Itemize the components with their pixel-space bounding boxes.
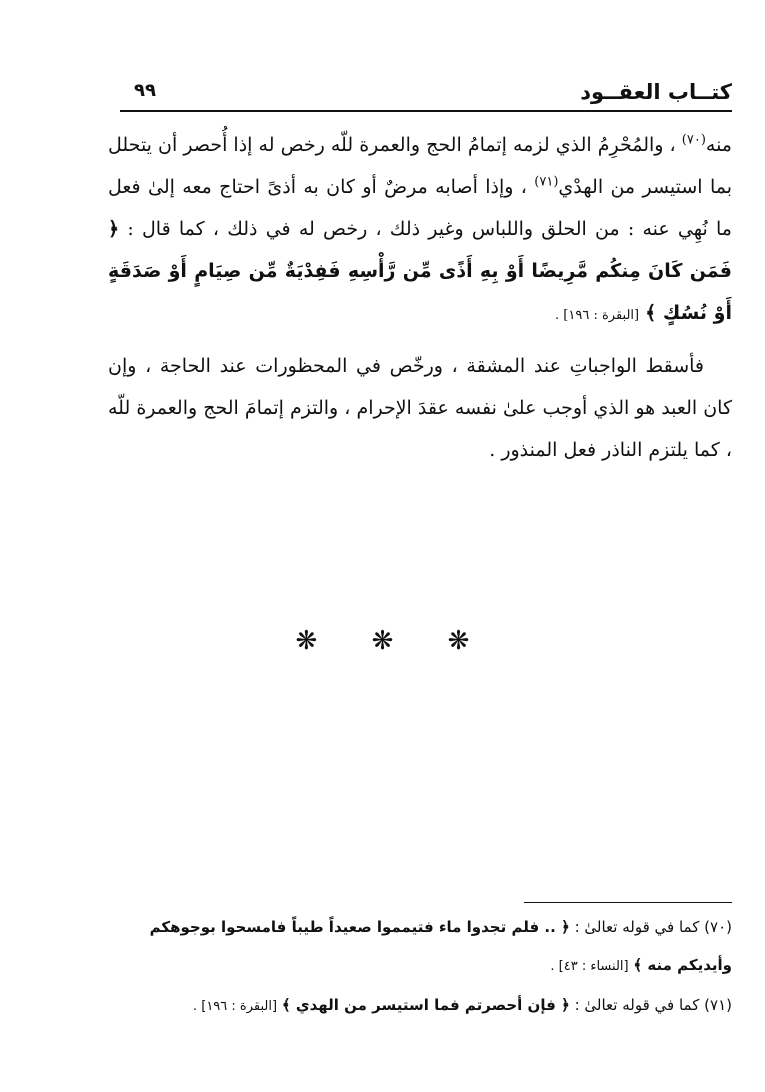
footnote-text: كما في قوله تعالىٰ : [574,996,700,1014]
footnote-reference: [البقرة : ١٩٦] . [192,999,278,1014]
text-span: منه [705,134,732,156]
asterism-icon: ❋ [371,626,394,656]
footnote-text: كما في قوله تعالىٰ : [574,918,700,936]
footnote-ref-70: (٧٠) [681,132,706,148]
paragraph-1 [108,124,732,337]
text-span: ، وإذا أصابه مرضٌ أو كان به أذىً احتاج معه إلىٰ فعل ما نُهِي عنه : من الحلق واللباس وغير ذلك ، رخص له في ذلك ، كما قال : [108,176,732,240]
asterism-icon: ❋ [295,626,318,656]
main-text [108,124,732,471]
quran-verse: ﴿ فَمَن كَانَ مِنكُم مَّرِيضًا أَوْ بِهِ أَذًى مِّن رَّأْسِهِ فَفِدْيَةٌ مِّن صِيَامٍ أَوْ صَدَقَةٍ أَوْ نُسُكٍ ﴾ [108,218,732,324]
footnote-70 [108,908,732,986]
footnote-reference: [النساء : ٤٣] . [550,959,629,974]
footnotes [108,908,732,1026]
footnote-71 [108,986,732,1026]
footnote-number: (٧١) [704,996,732,1014]
paragraph-2: فأسقط الواجباتِ عند المشقة ، ورخّص في المحظورات عند الحاجة ، وإن كان العبد هو الذي أوجب علىٰ نفسه عقدَ الإحرام ، والتزم إتمامَ الحج والعمرة للّه ، كما يلتزم الناذر فعل المنذور . [108,355,732,461]
footnote-divider [524,902,732,903]
asterism-icon: ❋ [447,626,470,656]
header-title: كتــاب العقــود [580,80,732,104]
text-span: ، والمُحْرِمُ الذي لزمه إتمامُ الحج والعمرة للّه رخص له إذا أُحصر أن يتحلل بما استيسر من الهدْي [108,134,733,198]
verse-reference: [البقرة : ١٩٦] . [555,308,640,323]
footnote-number: (٧٠) [704,918,732,936]
running-header [120,78,732,112]
footnote-verse: ﴿ فإن أحصرتم فما استيسر من الهدي ﴾ [281,996,570,1014]
page-number: ٩٩ [134,80,156,101]
footnote-verse: ﴿ .. فلم تجدوا ماء فتيمموا صعيداً طيباً فامسحوا بوجوهكم وأيديكم منه ﴾ [149,918,732,974]
footnote-ref-71: (٧١) [534,174,559,190]
section-separator [0,626,765,656]
